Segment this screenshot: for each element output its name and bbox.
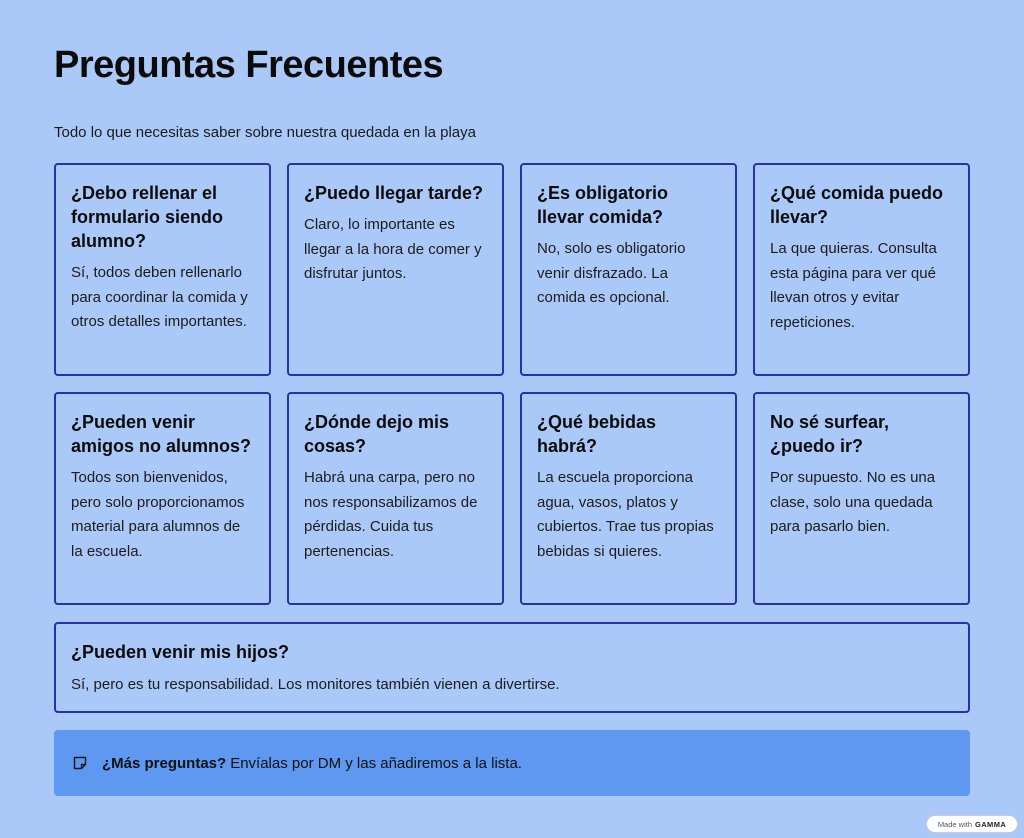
faq-answer: Sí, pero es tu responsabilidad. Los monitores también vienen a divertirse. bbox=[71, 676, 560, 693]
faq-answer: No, solo es obligatorio venir disfrazado. La comida es opcional. bbox=[537, 240, 686, 307]
page-title: Preguntas Frecuentes bbox=[54, 44, 444, 86]
more-questions-callout bbox=[54, 730, 970, 796]
faq-answer: La que quieras. Consulta esta página para ver qué llevan otros y evitar repeticiones. bbox=[770, 240, 937, 331]
callout-bold: ¿Más preguntas? bbox=[102, 754, 227, 772]
faq-card bbox=[753, 163, 970, 376]
faq-answer: Por supuesto. No es una clase, solo una quedada para pasarlo bien. bbox=[770, 469, 936, 536]
faq-answer: La escuela proporciona agua, vasos, platos y cubiertos. Trae tus propias bebidas si quieres. bbox=[537, 469, 714, 560]
faq-answer: Todos son bienvenidos, pero solo proporcionamos material para alumnos de la escuela. bbox=[71, 469, 245, 560]
callout-text: Envíalas por DM y las añadiremos a la lista. bbox=[230, 754, 522, 772]
gamma-logo: GAMMA bbox=[975, 819, 1007, 829]
faq-card bbox=[287, 163, 504, 376]
faq-question: ¿Qué comida puedo llevar? bbox=[770, 183, 944, 227]
faq-question: No sé surfear, ¿puedo ir? bbox=[770, 412, 890, 456]
faq-question: ¿Puedo llegar tarde? bbox=[304, 183, 484, 203]
faq-answer: Sí, todos deben rellenarlo para coordinar la comida y otros detalles importantes. bbox=[71, 264, 248, 331]
faq-card bbox=[54, 163, 271, 376]
faq-answer: Claro, lo importante es llegar a la hora de comer y disfrutar juntos. bbox=[304, 216, 482, 283]
faq-card bbox=[520, 163, 737, 376]
faq-card bbox=[54, 392, 271, 605]
note-icon bbox=[72, 755, 88, 771]
faq-question: ¿Pueden venir mis hijos? bbox=[71, 642, 290, 662]
faq-question: ¿Qué bebidas habrá? bbox=[537, 412, 657, 456]
page-subtitle: Todo lo que necesitas saber sobre nuestra quedada en la playa bbox=[54, 124, 476, 141]
faq-card bbox=[287, 392, 504, 605]
faq-question: ¿Es obligatorio llevar comida? bbox=[537, 183, 669, 227]
faq-card bbox=[520, 392, 737, 605]
faq-card bbox=[753, 392, 970, 605]
faq-answer: Habrá una carpa, pero no nos responsabilizamos de pérdidas. Cuida tus pertenencias. bbox=[304, 469, 478, 560]
badge-prefix: Made with bbox=[937, 819, 972, 829]
made-with-badge[interactable] bbox=[926, 815, 1018, 833]
faq-card-wide bbox=[54, 622, 970, 713]
faq-question: ¿Debo rellenar el formulario siendo alumno? bbox=[71, 183, 224, 251]
faq-question: ¿Pueden venir amigos no alumnos? bbox=[71, 412, 252, 456]
faq-question: ¿Dónde dejo mis cosas? bbox=[304, 412, 450, 456]
